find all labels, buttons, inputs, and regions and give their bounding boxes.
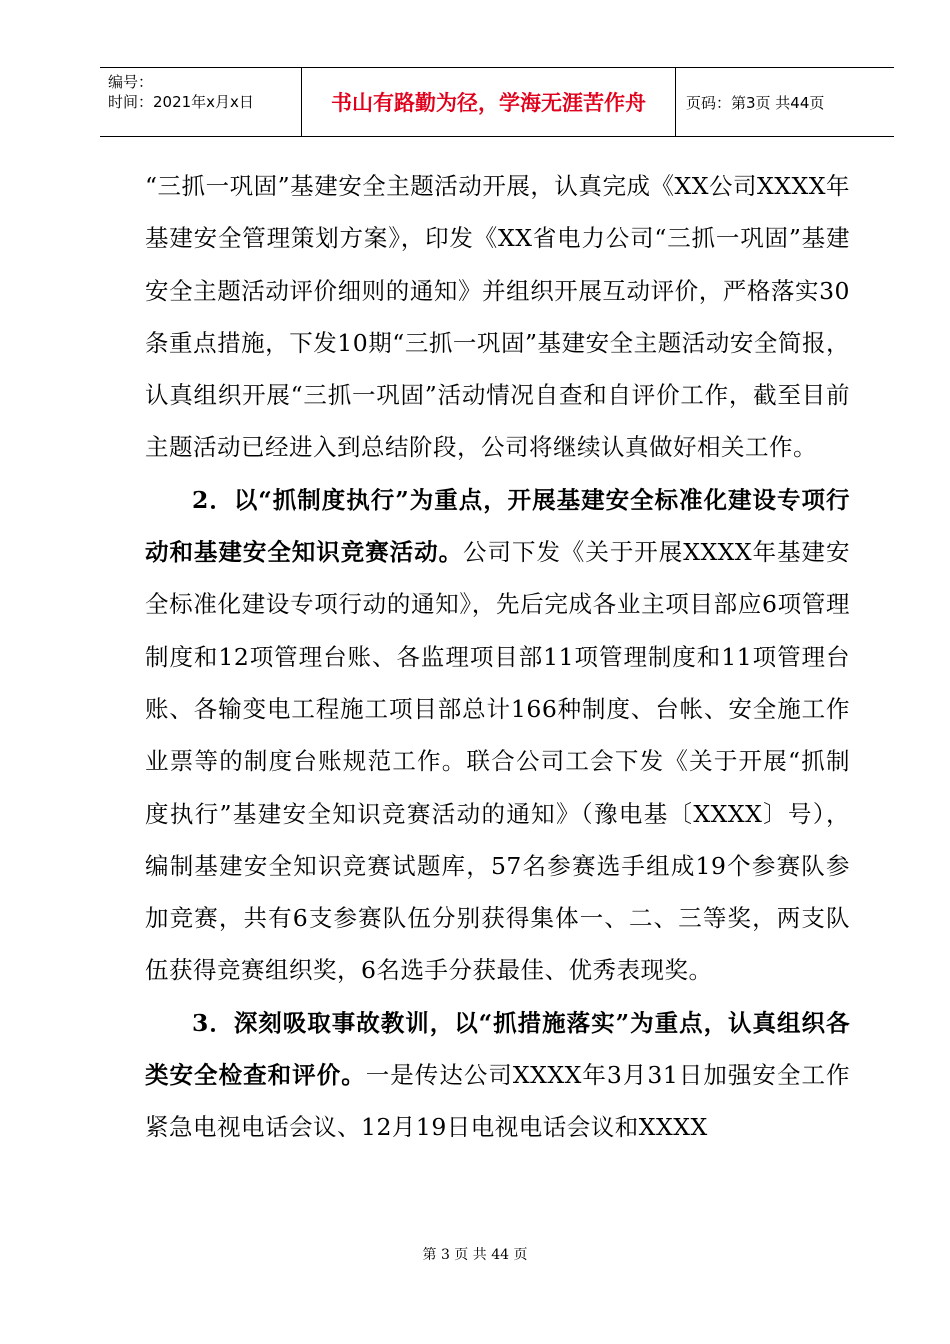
page-footer: 第 3 页 共 44 页 bbox=[422, 1247, 528, 1263]
time-label: 时间：2021年x月x日 bbox=[108, 93, 254, 111]
document-body bbox=[145, 160, 850, 1154]
paragraph-2 bbox=[145, 474, 850, 997]
paragraph-2-heading: 2．以“抓制度执行”为重点，开展基建安全标准化建设专项行动和基建安全知识竞赛活动。 bbox=[145, 485, 850, 567]
paragraph-1-text: “三抓一巩固”基建安全主题活动开展，认真完成《XX公司XXXX年基建安全管理策划方案》，印发《XX省电力公司“三抓一巩固”基建安全主题活动评价细则的通知》并组织开展互动评价，严格落实30条重点措施，下发10期“三抓一巩固”基建安全主题活动安全简报，认真组织开展“三抓一巩固”活动情况自查和自评价工作，截至目前主题活动已经进入到总结阶段，公司将继续认真做好相关工作。 bbox=[145, 172, 850, 462]
paragraph-3-text: 一是传达公司XXXX年3月31日加强安全工作紧急电视电话会议、12月19日电视电话会议和XXXX bbox=[145, 1061, 850, 1142]
header-page-code: 页码：第3页 共44页 bbox=[686, 93, 825, 112]
header-meta bbox=[100, 68, 302, 136]
header-motto: 书山有路勤为径，学海无涯苦作舟 bbox=[302, 68, 676, 136]
paragraph-3-heading: 3．深刻吸取事故教训，以“抓措施落实”为重点，认真组织各类安全检查和评价。 bbox=[145, 1008, 850, 1090]
paragraph-2-text: 公司下发《关于开展XXXX年基建安全标准化建设专项行动的通知》，先后完成各业主项目部应6项管理制度和12项管理台账、各监理项目部11项管理制度和11项管理台账、各输变电工程施工项目部总计166种制度、台帐、安全施工作业票等的制度台账规范工作。联合公司工会下发《关于开展“抓制度执行”基建安全知识竞赛活动的通知》（豫电基〔XXXX〕号），编制基建安全知识竞赛试题库，57名参赛选手组成19个参赛队参加竞赛，共有6支参赛队伍分别获得集体一、二、三等奖，两支队伍获得竞赛组织奖，6名选手分获最佳、优秀表现奖。 bbox=[145, 538, 851, 985]
paragraph-3 bbox=[145, 997, 850, 1154]
page-header bbox=[100, 67, 894, 137]
paragraph-1 bbox=[145, 160, 850, 474]
number-label: 编号： bbox=[108, 73, 154, 91]
